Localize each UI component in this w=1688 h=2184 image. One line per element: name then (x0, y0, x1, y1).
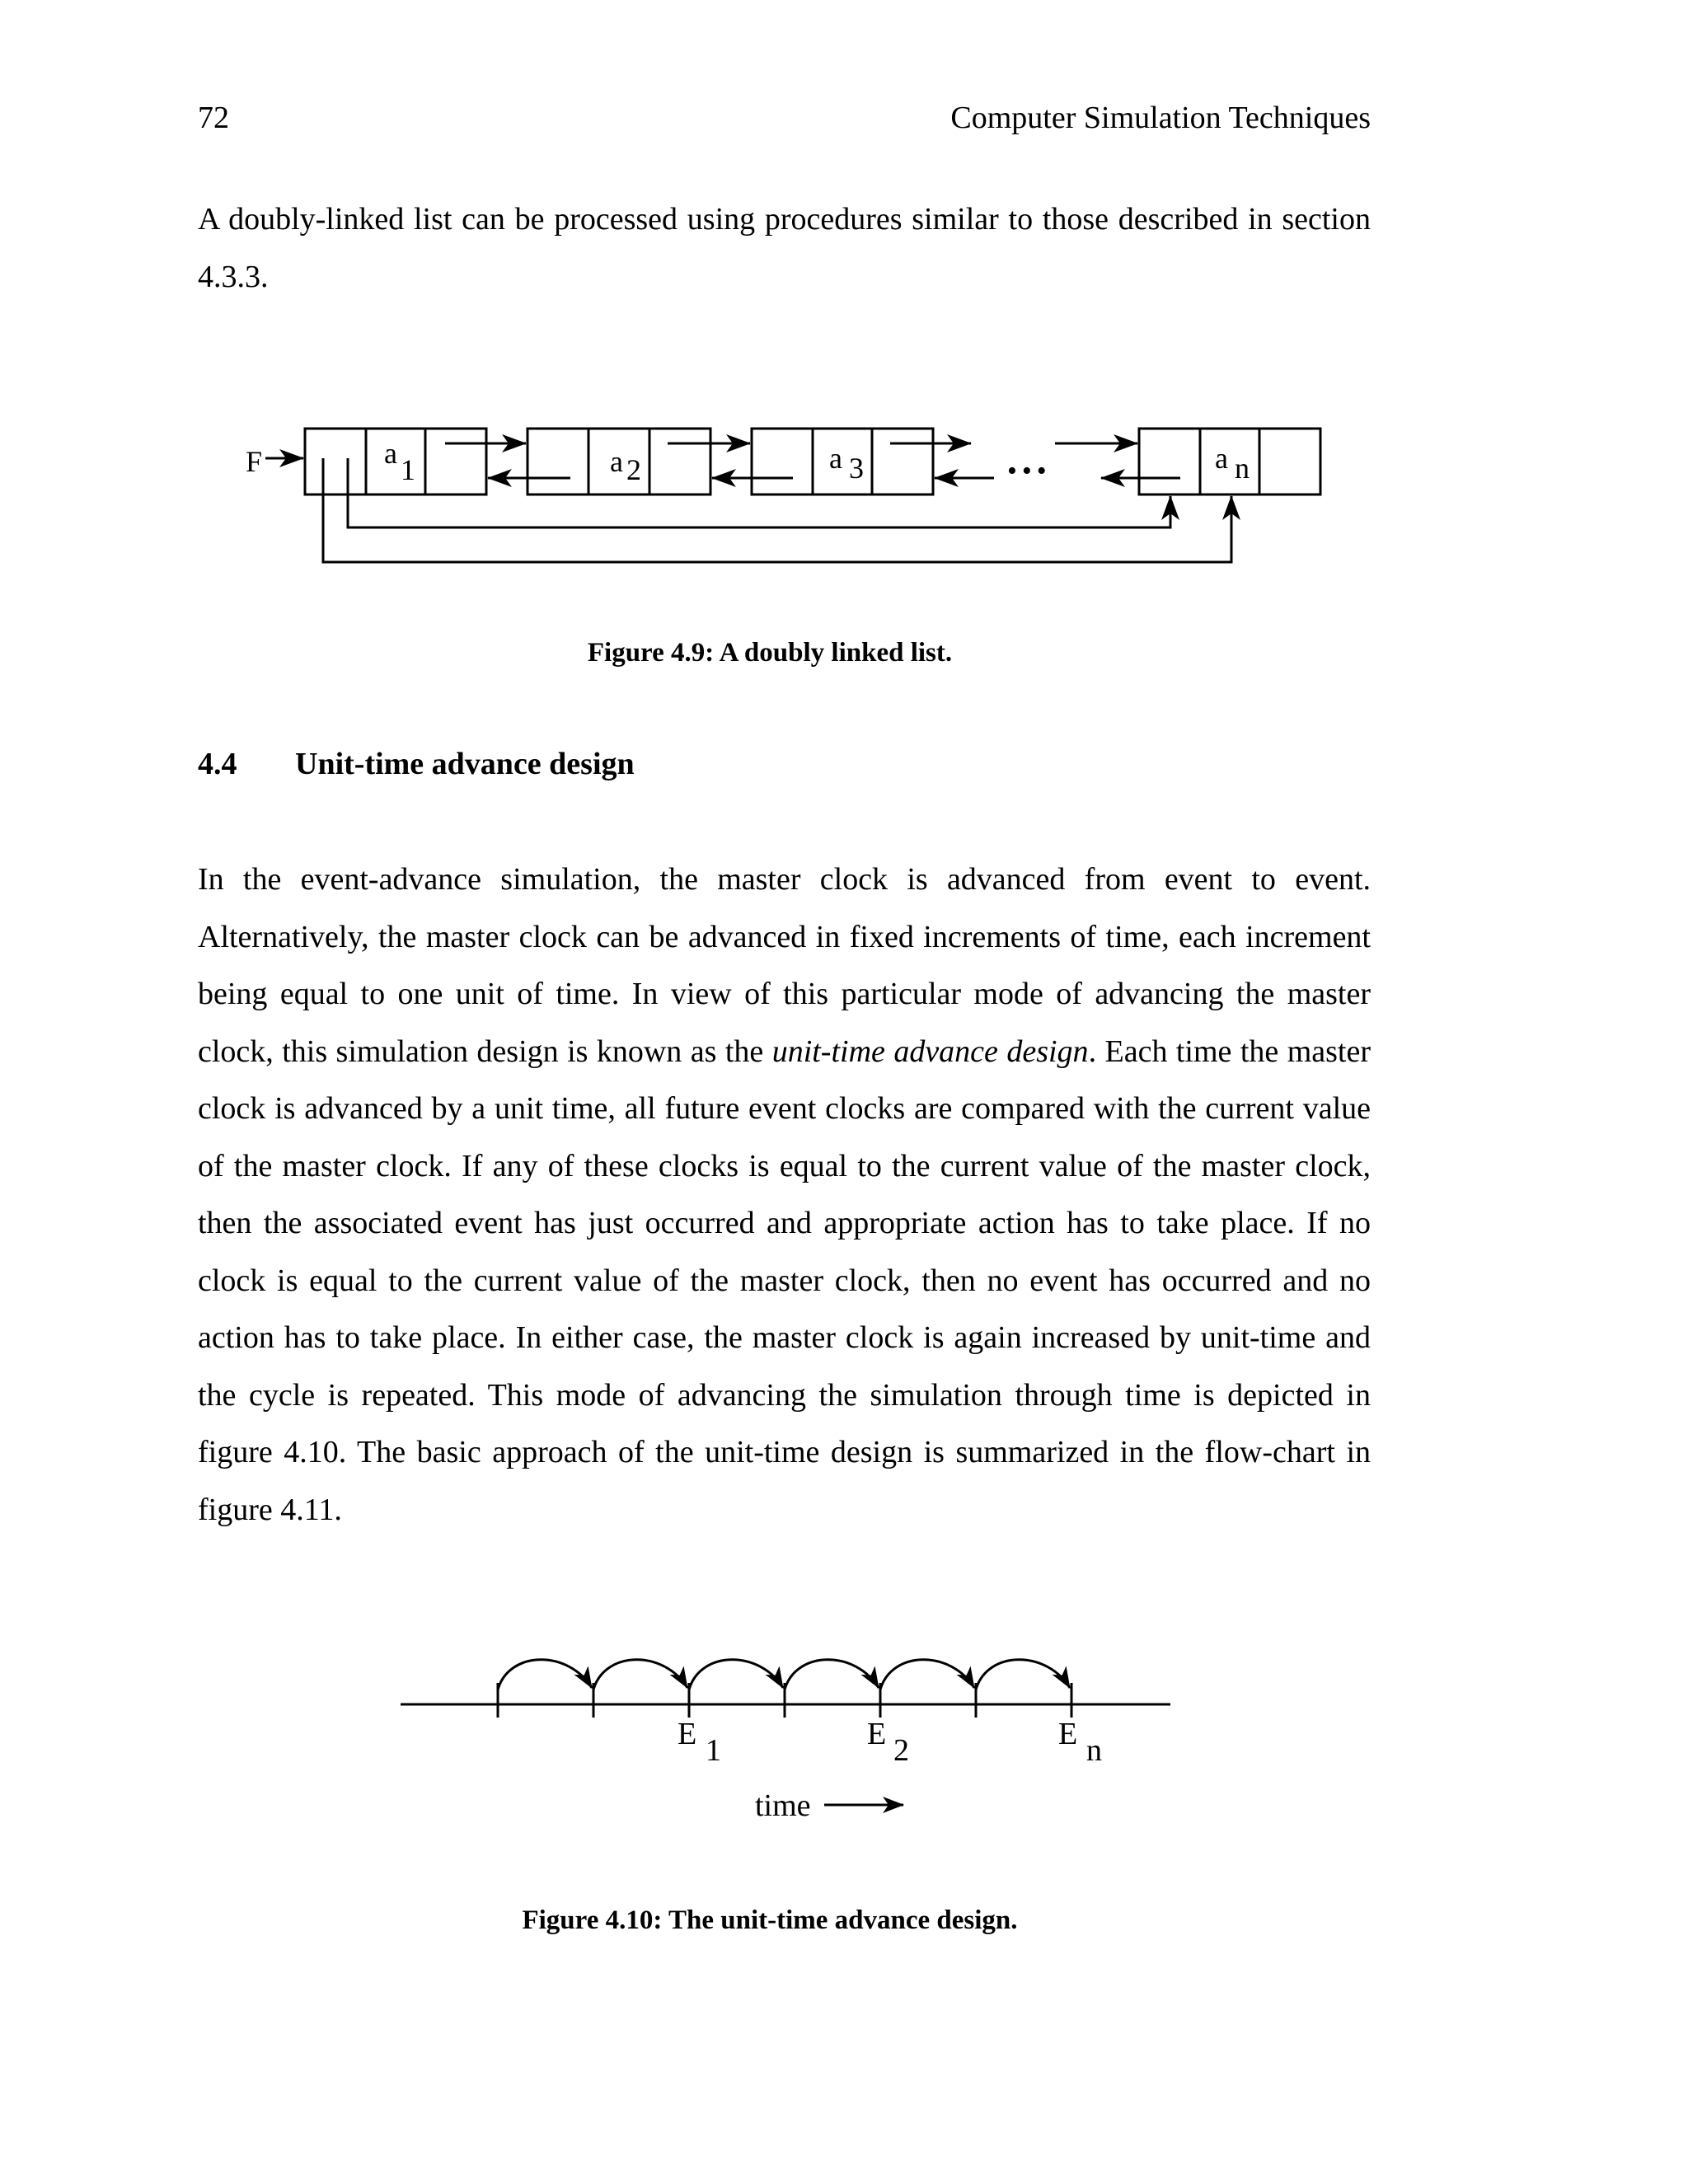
node-n-letter: a (1215, 442, 1228, 475)
node-3-sub: 3 (849, 452, 864, 485)
node-n (1139, 429, 1320, 494)
section-number: 4.4 (198, 747, 237, 781)
advance-arc-2 (593, 1660, 687, 1690)
node-3-letter: a (829, 442, 842, 475)
advance-arc-4 (785, 1660, 879, 1690)
event-n-letter: E (1058, 1717, 1078, 1751)
node-n-sub: n (1235, 452, 1250, 485)
intro-paragraph: A doubly-linked list can be processed using procedures similar to those described in section 4.3.3. (198, 202, 1371, 294)
node-2-sub: 2 (626, 453, 641, 486)
advance-arc-1 (498, 1660, 592, 1690)
node-1-sub: 1 (401, 453, 415, 486)
advance-arc-6 (976, 1660, 1070, 1690)
event-n-sub: n (1086, 1733, 1102, 1768)
advance-arc-3 (689, 1660, 783, 1690)
unit-time-advance-diagram (0, 1615, 1688, 1846)
doubly-linked-list-diagram (0, 0, 1688, 643)
ellipsis: ••• (1007, 456, 1052, 486)
body-text-2: . Each time the master clock is advanced by a unit time, all future event clocks are compared with the current value of the master clock. If any of these clocks is equal to the current value of the master clock, then the associated event has just occurred and appropriate action has to take place. If no clock is equal to the current value of the master clock, then no event has occurred and no action has to take place. In either case, the master clock is again increased by unit-time and the cycle is repeated. This mode of advancing the simulation through time is depicted in figure 4.10. The basic approach of the unit-time design is summarized in the flow-chart in figure 4.11. (198, 1033, 1371, 1527)
advance-arc-5 (880, 1660, 974, 1690)
body-paragraph (198, 851, 1371, 1539)
body-text-1: In the event-advance simulation, the master clock is advanced from event to event. Alternatively, the master clock can be advanced in fixed increments of time, each increment being equal to one unit of time. In view of this particular mode of advancing the master clock, this simulation design is known as the (198, 862, 1371, 1069)
node-3 (752, 429, 933, 494)
body-italic-term: unit-time advance design (771, 1033, 1089, 1069)
event-1-sub: 1 (706, 1733, 721, 1768)
page-number: 72 (198, 101, 229, 135)
pointer-label-f: F (246, 445, 263, 478)
figure-4-10-caption: Figure 4.10: The unit-time advance design. (522, 1905, 1018, 1935)
node-1-letter: a (384, 437, 397, 470)
figure-4-9-caption: Figure 4.9: A doubly linked list. (587, 638, 953, 668)
event-2-sub: 2 (893, 1733, 909, 1768)
event-1-letter: E (678, 1717, 697, 1751)
node-2-letter: a (610, 445, 623, 478)
running-title: Computer Simulation Techniques (950, 101, 1371, 135)
section-title: Unit-time advance design (295, 747, 635, 781)
event-2-letter: E (867, 1717, 887, 1751)
time-axis-label: time (755, 1788, 811, 1823)
head-to-tail-link-outer (323, 458, 1231, 562)
